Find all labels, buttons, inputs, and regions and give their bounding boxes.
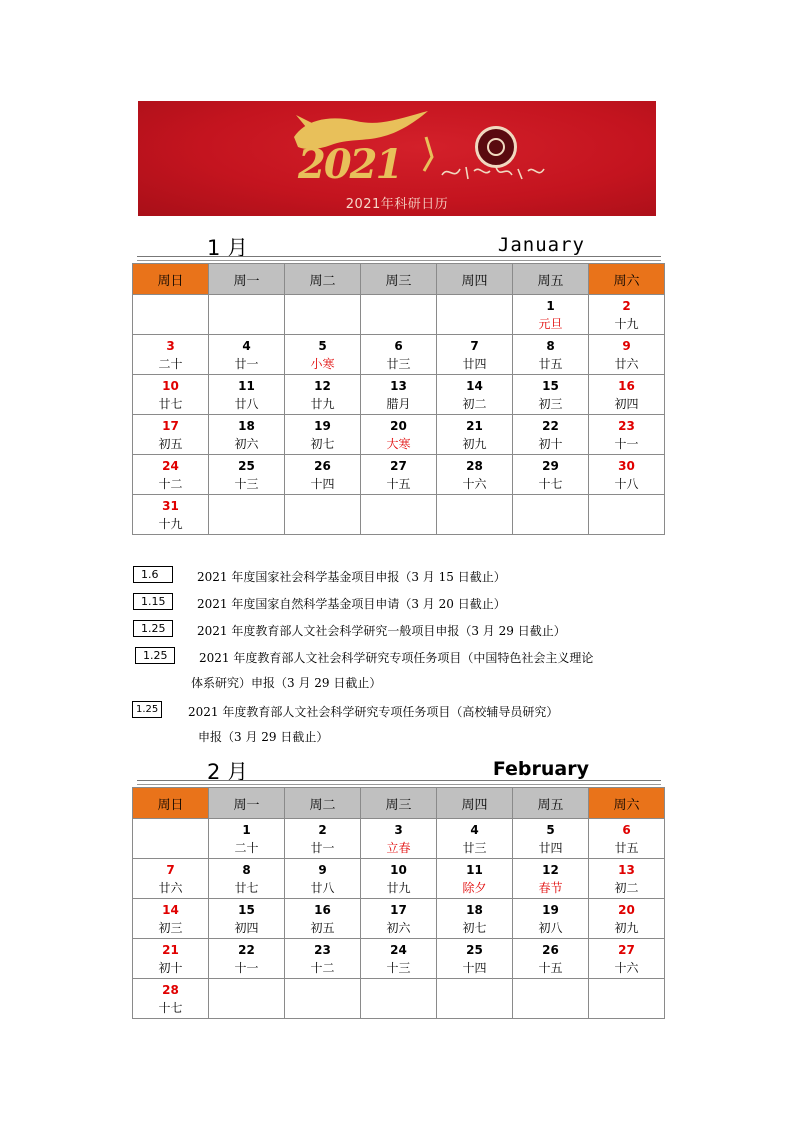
february-calendar: [132, 787, 665, 1019]
day-number: 24: [162, 459, 179, 473]
lunar-date: 廿九: [310, 397, 335, 411]
day-number: 27: [390, 459, 407, 473]
day-number: 18: [238, 419, 255, 433]
deadline-date-tag: 1.15: [133, 593, 173, 610]
calendar-day-cell: [589, 415, 665, 455]
calendar-day-cell: [437, 899, 513, 939]
calendar-week-row: [133, 939, 665, 979]
february-heading: [137, 756, 661, 786]
calendar-day-cell: [513, 335, 589, 375]
day-number: 18: [466, 903, 483, 917]
holiday-label: 小寒: [310, 357, 335, 371]
deadline-text: 2021 年度教育部人文社会科学研究专项任务项目（高校辅导员研究）: [188, 705, 559, 719]
calendar-day-cell: [133, 415, 209, 455]
day-number: 5: [318, 339, 327, 353]
day-number: 14: [466, 379, 483, 393]
calendar-day-cell: [133, 859, 209, 899]
day-number: 19: [542, 903, 559, 917]
calendar-day-cell: [361, 979, 437, 1019]
day-number: 3: [166, 339, 175, 353]
deadline-date-tag: 1.25: [135, 647, 175, 664]
calendar-day-cell: [285, 819, 361, 859]
lunar-date: 初十: [538, 437, 563, 451]
lunar-date: 廿六: [614, 357, 639, 371]
calendar-day-cell: [133, 335, 209, 375]
weekday-header: 周日: [133, 788, 209, 819]
day-number: 24: [390, 943, 407, 957]
lunar-date: 廿五: [614, 841, 639, 855]
january-en-title: January: [497, 234, 585, 256]
lunar-date: 初九: [462, 437, 487, 451]
january-cn-title: 1 月: [207, 236, 249, 260]
lunar-date: 初六: [234, 437, 259, 451]
deadline-text: 2021 年度国家社会科学基金项目申报（3 月 15 日截止）: [197, 570, 506, 584]
divider: [137, 784, 661, 785]
calendar-day-cell: [513, 295, 589, 335]
lunar-date: 廿三: [386, 357, 411, 371]
day-number: 20: [390, 419, 407, 433]
calendar-week-row: [133, 859, 665, 899]
calendar-week-row: [133, 375, 665, 415]
calendar-day-cell: [361, 295, 437, 335]
day-number: 26: [314, 459, 331, 473]
calendar-day-cell: [589, 495, 665, 535]
lunar-date: 十三: [234, 477, 259, 491]
day-number: 31: [162, 499, 179, 513]
day-number: 13: [390, 379, 407, 393]
deadline-date-tag: 1.6: [133, 566, 173, 583]
calendar-day-cell: [589, 375, 665, 415]
lunar-date: 十四: [310, 477, 335, 491]
weekday-header: 周三: [361, 788, 437, 819]
calendar-day-cell: [589, 819, 665, 859]
lunar-date: 十九: [614, 317, 639, 331]
calendar-week-row: [133, 335, 665, 375]
calendar-day-cell: [513, 979, 589, 1019]
february-en-title: February: [492, 758, 589, 780]
calendar-week-row: [133, 979, 665, 1019]
calendar-day-cell: [437, 979, 513, 1019]
holiday-label: 立春: [386, 841, 411, 855]
deadline-text-continued: 体系研究）申报（3 月 29 日截止）: [191, 676, 382, 690]
day-number: 9: [318, 863, 327, 877]
lunar-date: 十二: [158, 477, 183, 491]
calendar-day-cell: [589, 295, 665, 335]
lunar-date: 初三: [158, 921, 183, 935]
calendar-day-cell: [437, 495, 513, 535]
lunar-date: 廿五: [538, 357, 563, 371]
holiday-label: 大寒: [386, 437, 411, 451]
weekday-header-row: [133, 788, 665, 819]
day-number: 21: [162, 943, 179, 957]
calendar-day-cell: [285, 455, 361, 495]
calendar-day-cell: [589, 899, 665, 939]
lunar-date: 初六: [386, 921, 411, 935]
weekday-header: 周一: [209, 788, 285, 819]
holiday-label: 除夕: [462, 881, 487, 895]
calendar-day-cell: [361, 335, 437, 375]
day-number: 11: [466, 863, 483, 877]
calendar-day-cell: [361, 939, 437, 979]
lunar-date: 十六: [462, 477, 487, 491]
day-number: 6: [622, 823, 631, 837]
day-number: 11: [238, 379, 255, 393]
calendar-day-cell: [285, 335, 361, 375]
holiday-label: 春节: [538, 881, 563, 895]
calendar-day-cell: [589, 335, 665, 375]
calendar-day-cell: [209, 495, 285, 535]
day-number: 10: [390, 863, 407, 877]
calendar-day-cell: [437, 939, 513, 979]
day-number: 20: [618, 903, 635, 917]
divider: [137, 780, 661, 781]
day-number: 25: [238, 459, 255, 473]
calendar-day-cell: [209, 979, 285, 1019]
lunar-date: 二十: [158, 357, 183, 371]
banner-title: 2021年科研日历: [345, 197, 449, 212]
weekday-header: 周四: [437, 788, 513, 819]
weekday-header: 周日: [133, 264, 209, 295]
calendar-day-cell: [589, 859, 665, 899]
calendar-day-cell: [437, 375, 513, 415]
day-number: 10: [162, 379, 179, 393]
lunar-date: 廿八: [234, 397, 259, 411]
day-number: 17: [162, 419, 179, 433]
calendar-day-cell: [209, 859, 285, 899]
lunar-date: 十八: [614, 477, 639, 491]
day-number: 22: [238, 943, 255, 957]
calendar-day-cell: [513, 819, 589, 859]
deadline-date-tag: 1.25: [133, 620, 173, 637]
deadline-text: 2021 年度教育部人文社会科学研究专项任务项目（中国特色社会主义理论: [199, 651, 594, 665]
calendar-day-cell: [437, 335, 513, 375]
calendar-day-cell: [285, 859, 361, 899]
lunar-date: 初二: [614, 881, 639, 895]
lunar-date: 初七: [462, 921, 487, 935]
calendar-day-cell: [285, 979, 361, 1019]
weekday-header: 周三: [361, 264, 437, 295]
day-number: 12: [542, 863, 559, 877]
lunar-date: 廿四: [462, 357, 487, 371]
calendar-day-cell: [133, 295, 209, 335]
day-number: 26: [542, 943, 559, 957]
lunar-date: 廿七: [158, 397, 183, 411]
lunar-date: 二十: [234, 841, 259, 855]
lunar-date: 十五: [538, 961, 563, 975]
lunar-date: 初九: [614, 921, 639, 935]
calendar-day-cell: [437, 455, 513, 495]
calendar-day-cell: [209, 939, 285, 979]
day-number: 2: [318, 823, 327, 837]
calendar-day-cell: [285, 295, 361, 335]
january-heading: [137, 232, 661, 262]
calendar-day-cell: [437, 415, 513, 455]
calendar-day-cell: [589, 455, 665, 495]
day-number: 8: [546, 339, 555, 353]
calendar-day-cell: [133, 819, 209, 859]
university-calligraphy-logo: [438, 161, 548, 183]
calendar-day-cell: [133, 455, 209, 495]
calendar-day-cell: [133, 899, 209, 939]
lunar-date: 十三: [386, 961, 411, 975]
calendar-day-cell: [285, 899, 361, 939]
calendar-day-cell: [209, 455, 285, 495]
divider: [137, 256, 661, 257]
day-number: 16: [618, 379, 635, 393]
lunar-date: 十七: [538, 477, 563, 491]
lunar-date: 廿六: [158, 881, 183, 895]
day-number: 23: [618, 419, 635, 433]
weekday-header: 周二: [285, 788, 361, 819]
calendar-day-cell: [437, 859, 513, 899]
year-art: 2021: [298, 141, 402, 188]
calendar-week-row: [133, 819, 665, 859]
calendar-day-cell: [513, 899, 589, 939]
day-number: 22: [542, 419, 559, 433]
calendar-day-cell: [437, 295, 513, 335]
lunar-date: 廿一: [234, 357, 259, 371]
day-number: 21: [466, 419, 483, 433]
lunar-date: 廿四: [538, 841, 563, 855]
lunar-date: 十六: [614, 961, 639, 975]
lunar-date: 初五: [310, 921, 335, 935]
day-number: 15: [542, 379, 559, 393]
lunar-date: 初二: [462, 397, 487, 411]
calendar-week-row: [133, 899, 665, 939]
calendar-day-cell: [513, 415, 589, 455]
lunar-date: 初十: [158, 961, 183, 975]
day-number: 1: [546, 299, 555, 313]
lunar-date: 廿八: [310, 881, 335, 895]
lunar-date: 廿九: [386, 881, 411, 895]
calendar-day-cell: [209, 415, 285, 455]
calendar-day-cell: [133, 495, 209, 535]
deadline-text: 2021 年度国家自然科学基金项目申请（3 月 20 日截止）: [197, 597, 506, 611]
weekday-header: 周六: [589, 788, 665, 819]
calendar-day-cell: [285, 415, 361, 455]
calendar-day-cell: [513, 455, 589, 495]
calendar-week-row: [133, 295, 665, 335]
lunar-date: 腊月: [386, 397, 411, 411]
calendar-day-cell: [513, 939, 589, 979]
day-number: 28: [162, 983, 179, 997]
header-banner: [138, 101, 656, 216]
lunar-date: 廿一: [310, 841, 335, 855]
calendar-week-row: [133, 495, 665, 535]
calendar-day-cell: [589, 979, 665, 1019]
lunar-date: 初四: [234, 921, 259, 935]
calendar-day-cell: [437, 819, 513, 859]
calendar-day-cell: [513, 495, 589, 535]
calendar-day-cell: [285, 375, 361, 415]
calendar-day-cell: [361, 899, 437, 939]
day-number: 12: [314, 379, 331, 393]
calendar-day-cell: [133, 939, 209, 979]
calendar-day-cell: [209, 375, 285, 415]
deadline-text-continued: 申报（3 月 29 日截止）: [198, 730, 329, 744]
lunar-date: 十九: [158, 517, 183, 531]
day-number: 14: [162, 903, 179, 917]
day-number: 6: [394, 339, 403, 353]
calendar-day-cell: [361, 495, 437, 535]
calendar-day-cell: [133, 979, 209, 1019]
deadline-text: 2021 年度教育部人文社会科学研究一般项目申报（3 月 29 日截止）: [197, 624, 566, 638]
day-number: 23: [314, 943, 331, 957]
lunar-date: 初八: [538, 921, 563, 935]
day-number: 25: [466, 943, 483, 957]
lunar-date: 十四: [462, 961, 487, 975]
weekday-header: 周五: [513, 264, 589, 295]
calendar-day-cell: [209, 335, 285, 375]
lunar-date: 初四: [614, 397, 639, 411]
day-number: 3: [394, 823, 403, 837]
calendar-week-row: [133, 455, 665, 495]
lunar-date: 十一: [614, 437, 639, 451]
calendar-week-row: [133, 415, 665, 455]
day-number: 30: [618, 459, 635, 473]
weekday-header: 周六: [589, 264, 665, 295]
calendar-day-cell: [209, 899, 285, 939]
weekday-header: 周四: [437, 264, 513, 295]
calendar-day-cell: [513, 375, 589, 415]
day-number: 1: [242, 823, 251, 837]
day-number: 5: [546, 823, 555, 837]
weekday-header: 周五: [513, 788, 589, 819]
calendar-day-cell: [361, 455, 437, 495]
calendar-day-cell: [285, 495, 361, 535]
calendar-day-cell: [589, 939, 665, 979]
calendar-day-cell: [209, 295, 285, 335]
divider: [137, 260, 661, 261]
day-number: 29: [542, 459, 559, 473]
lunar-date: 十七: [158, 1001, 183, 1015]
day-number: 2: [622, 299, 631, 313]
day-number: 19: [314, 419, 331, 433]
january-calendar: [132, 263, 665, 535]
day-number: 28: [466, 459, 483, 473]
day-number: 8: [242, 863, 251, 877]
day-number: 7: [166, 863, 175, 877]
holiday-label: 元旦: [538, 317, 563, 331]
day-number: 7: [470, 339, 479, 353]
lunar-date: 初七: [310, 437, 335, 451]
calendar-day-cell: [133, 375, 209, 415]
day-number: 17: [390, 903, 407, 917]
day-number: 16: [314, 903, 331, 917]
february-cn-title: 2 月: [207, 760, 249, 784]
lunar-date: 初三: [538, 397, 563, 411]
calendar-day-cell: [361, 415, 437, 455]
lunar-date: 十五: [386, 477, 411, 491]
calendar-day-cell: [209, 819, 285, 859]
lunar-date: 廿三: [462, 841, 487, 855]
day-number: 4: [470, 823, 479, 837]
calendar-day-cell: [361, 819, 437, 859]
day-number: 13: [618, 863, 635, 877]
day-number: 15: [238, 903, 255, 917]
calendar-day-cell: [285, 939, 361, 979]
day-number: 9: [622, 339, 631, 353]
lunar-date: 十一: [234, 961, 259, 975]
calendar-day-cell: [361, 859, 437, 899]
weekday-header: 周一: [209, 264, 285, 295]
lunar-date: 初五: [158, 437, 183, 451]
weekday-header: 周二: [285, 264, 361, 295]
weekday-header-row: [133, 264, 665, 295]
deadline-date-tag: 1.25: [132, 701, 162, 718]
lunar-date: 十二: [310, 961, 335, 975]
lunar-date: 廿七: [234, 881, 259, 895]
calendar-day-cell: [361, 375, 437, 415]
day-number: 27: [618, 943, 635, 957]
calendar-day-cell: [513, 859, 589, 899]
day-number: 4: [242, 339, 251, 353]
